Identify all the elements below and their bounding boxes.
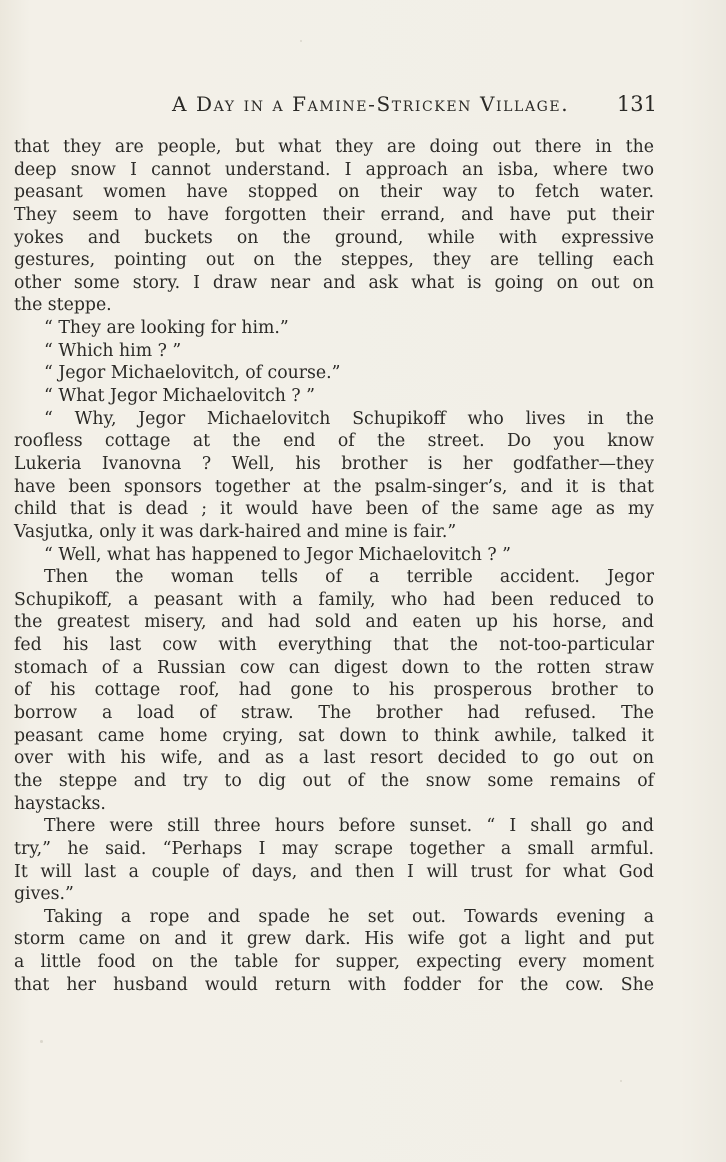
running-head: A Day in a Famine-Stricken Village. — [172, 92, 570, 116]
text-line: try,” he said. “Perhaps I may scrape together a small armful. — [14, 838, 654, 859]
text-line: Schupikoff, a peasant with a family, who had been reduced to — [14, 589, 654, 610]
text-line: haystacks. — [14, 793, 106, 814]
text-line: They seem to have forgotten their errand, and have put their — [14, 204, 654, 225]
text-line: fed his last cow with everything that the not-too-particular — [14, 635, 654, 656]
text-line: over with his wife, and as a last resort decided to go out on — [14, 748, 654, 769]
text-line: “ They are looking for him.” — [44, 318, 289, 339]
text-line: peasant women have stopped on their way to fetch water. — [14, 182, 654, 203]
text-line: a little food on the table for supper, expecting every moment — [14, 952, 654, 973]
text-line: that her husband would return with fodder for the cow. She — [14, 974, 654, 995]
text-line: peasant came home crying, sat down to think awhile, talked it — [14, 725, 654, 746]
text-line: roofless cottage at the end of the street. Do you know — [14, 431, 654, 452]
text-line: gives.” — [14, 884, 74, 905]
text-line: “ Well, what has happened to Jegor Michaelovitch ? ” — [44, 544, 511, 565]
page-header — [172, 92, 657, 126]
text-line: Then the woman tells of a terrible accident. Jegor — [44, 567, 654, 588]
text-line: yokes and buckets on the ground, while with expressive — [14, 227, 654, 248]
text-line: the greatest misery, and had sold and eaten up his horse, and — [14, 612, 654, 633]
text-line: other some story. I draw near and ask what is going on out on — [14, 272, 654, 293]
page-number: 131 — [616, 92, 657, 116]
text-line: “ Why, Jegor Michaelovitch Schupikoff who lives in the — [44, 408, 654, 429]
text-line: child that is dead ; it would have been of the same age as my — [14, 499, 654, 520]
text-line: storm came on and it grew dark. His wife got a light and put — [14, 929, 654, 950]
text-line: Lukeria Ivanovna ? Well, his brother is her godfather—they — [14, 453, 654, 474]
text-line: gestures, pointing out on the steppes, they are telling each — [14, 250, 654, 271]
paper-speckle — [300, 40, 302, 42]
text-line: “ Jegor Michaelovitch, of course.” — [44, 363, 341, 384]
paper-speckle — [40, 1040, 43, 1043]
paper-speckle — [620, 1080, 622, 1082]
text-line: stomach of a Russian cow can digest down to the rotten straw — [14, 657, 654, 678]
text-line: the steppe and try to dig out of the snow some remains of — [14, 770, 654, 791]
text-line: Taking a rope and spade he set out. Towards evening a — [44, 906, 654, 927]
text-line: “ Which him ? ” — [44, 340, 182, 361]
text-line: of his cottage roof, had gone to his prosperous brother to — [14, 680, 654, 701]
text-line: Vasjutka, only it was dark-haired and mine is fair.” — [14, 521, 457, 542]
text-line: borrow a load of straw. The brother had refused. The — [14, 703, 654, 724]
text-line: have been sponsors together at the psalm-singer’s, and it is that — [14, 476, 654, 497]
text-line: “ What Jegor Michaelovitch ? ” — [44, 386, 315, 407]
text-line: It will last a couple of days, and then I will trust for what God — [14, 861, 654, 882]
text-line: There were still three hours before sunset. “ I shall go and — [44, 816, 654, 837]
text-line: deep snow I cannot understand. I approach an isba, where two — [14, 159, 654, 180]
text-line: the steppe. — [14, 295, 112, 316]
body-text — [14, 136, 654, 996]
text-line: that they are people, but what they are doing out there in the — [14, 137, 654, 157]
